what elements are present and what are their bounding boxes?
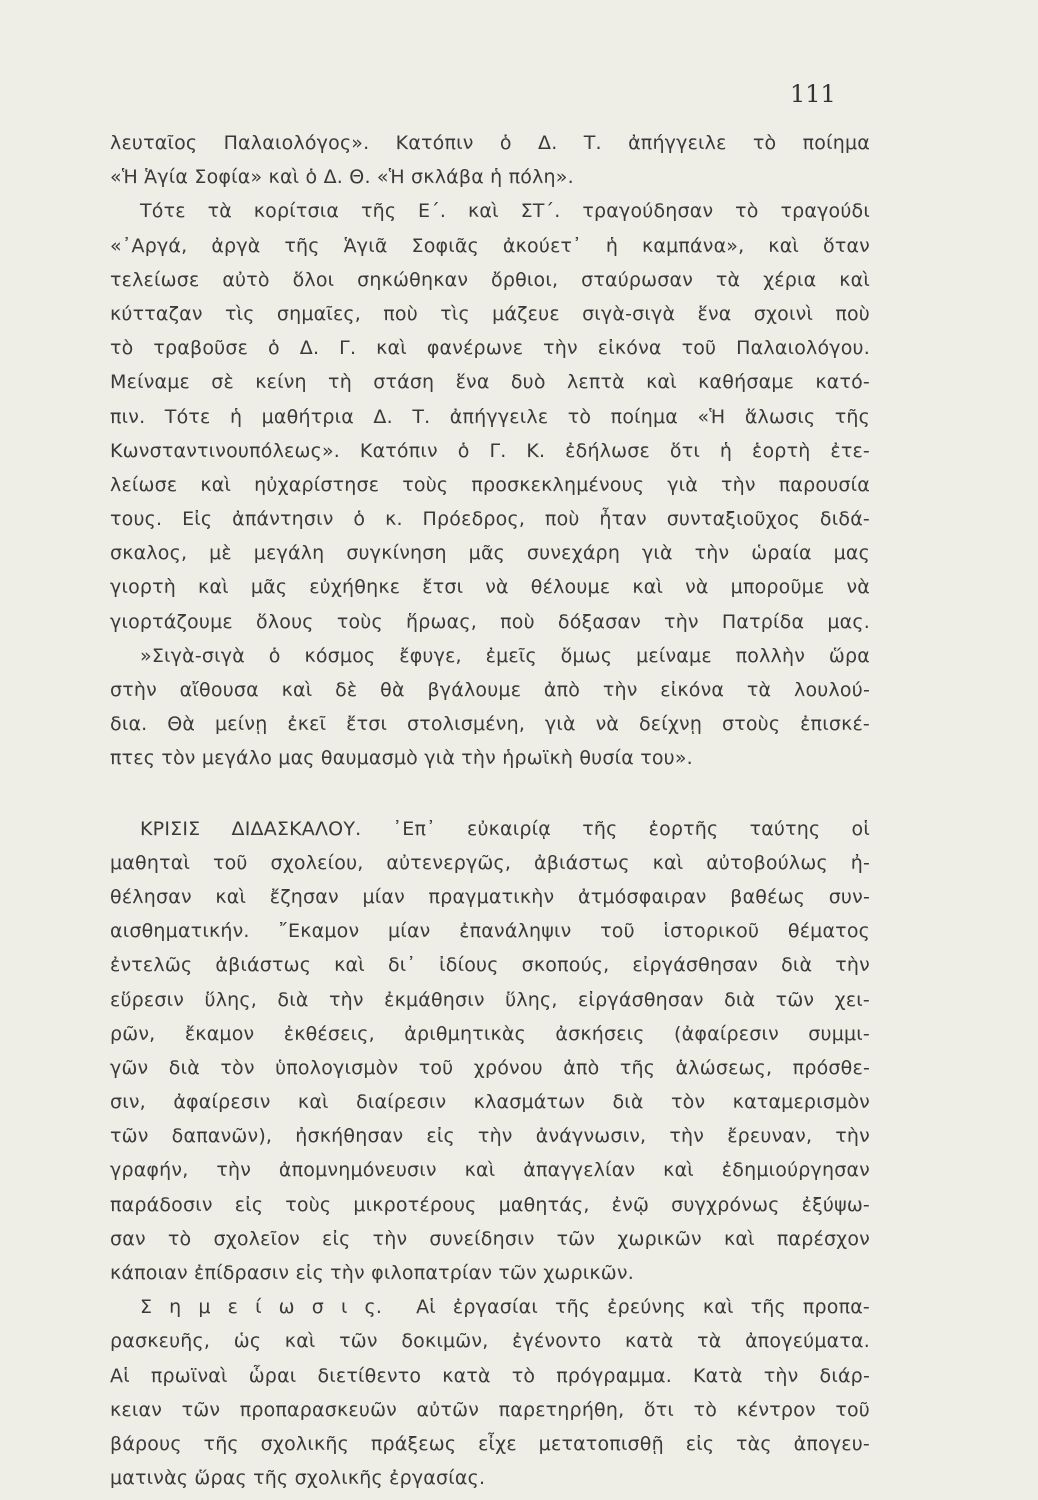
text-line: Αἱ πρωϊναὶ ὧραι διετίθεντο κατὰ τὸ πρόγραμμα. Κατὰ τὴν διάρ- <box>110 1364 870 1387</box>
text-line: κειαν τῶν προπαρασκευῶν αὐτῶν παρετηρήθη, ὅτι τὸ κέντρον τοῦ <box>110 1398 870 1421</box>
text-line: σαν τὸ σχολεῖον εἰς τὴν συνείδησιν τῶν χωρικῶν καὶ παρέσχον <box>110 1227 870 1250</box>
text-line: αισθηματικήν. ῎Εκαμον μίαν ἐπανάληψιν τοῦ ἱστορικοῦ θέματος <box>110 920 870 943</box>
text-line: Τότε τὰ κορίτσια τῆς Ε΄. καὶ ΣΤ΄. τραγούδησαν τὸ τραγούδι <box>140 200 870 223</box>
text-line: κύτταζαν τὶς σημαῖες, ποὺ τὶς μάζευε σιγὰ-σιγὰ ἕνα σχοινὶ ποὺ <box>110 302 870 325</box>
text-line: λευταῖος Παλαιολόγος». Κατόπιν ὁ Δ. Τ. ἀπήγγειλε τὸ ποίημα <box>110 132 870 154</box>
text-line: πιν. Τότε ἡ μαθήτρια Δ. Τ. ἀπήγγειλε τὸ ποίημα «Ἡ ἅλωσις τῆς <box>110 405 870 428</box>
text-line: σκαλος, μὲ μεγάλη συγκίνηση μᾶς συνεχάρη γιὰ τὴν ὡραία μας <box>110 542 870 565</box>
text-line: δια. Θὰ μείνῃ ἐκεῖ ἔτσι στολισμένη, γιὰ νὰ δείχνῃ στοὺς ἐπισκέ- <box>110 713 870 736</box>
text-line: ρῶν, ἔκαμον ἐκθέσεις, ἀριθμητικὰς ἀσκήσεις (ἀφαίρεσιν συμμι- <box>110 1022 870 1045</box>
text-line: »Σιγὰ-σιγὰ ὁ κόσμος ἔφυγε, ἐμεῖς ὅμως μείναμε πολλὴν ὥρα <box>140 644 870 667</box>
text-line: λείωσε καὶ ηὐχαρίστησε τοὺς προσκεκλημένους γιὰ τὴν παρουσία <box>110 473 870 496</box>
text-line: «Ἡ Ἁγία Σοφία» καὶ ὁ Δ. Θ. «Ἡ σκλάβα ἡ πόλη». <box>110 166 574 189</box>
text-line: τῶν δαπανῶν), ἠσκήθησαν εἰς τὴν ἀνάγνωσιν, τὴν ἔρευναν, τὴν <box>110 1125 870 1148</box>
text-line: Μείναμε σὲ κείνη τὴ στάση ἕνα δυὸ λεπτὰ καὶ καθήσαμε κατό- <box>110 371 870 394</box>
paragraph-gap <box>110 776 870 812</box>
text-line: στὴν αἴθουσα καὶ δὲ θὰ βγάλουμε ἀπὸ τὴν εἰκόνα τὰ λουλού- <box>110 679 870 701</box>
text-line: γιορτὴ καὶ μᾶς εὐχήθηκε ἔτσι νὰ θέλουμε καὶ νὰ μποροῦμε νὰ <box>110 576 870 599</box>
text-line: γῶν διὰ τὸν ὑπολογισμὸν τοῦ χρόνου ἀπὸ τῆς ἁλώσεως, πρόσθε- <box>110 1056 870 1079</box>
text-line: ΚΡΙΣΙΣ ΔΙΔΑΣΚΑΛΟΥ. ᾿Επ᾿ εὐκαιρίᾳ τῆς ἑορτῆς ταύτης οἱ <box>140 817 870 840</box>
text-line: «᾿Αργά, ἀργὰ τῆς Ἁγιᾶ Σοφιᾶς ἀκούετ᾿ ἡ καμπάνα», καὶ ὅταν <box>110 234 870 257</box>
text-line: εὕρεσιν ὕλης, διὰ τὴν ἐκμάθησιν ὕλης, εἰργάσθησαν διὰ τῶν χει- <box>110 988 870 1011</box>
text-line: κάποιαν ἐπίδρασιν εἰς τὴν φιλοπατρίαν τῶν χωρικῶν. <box>110 1262 634 1284</box>
text-line: ἐντελῶς ἀβιάστως καὶ δι᾿ ἰδίους σκοπούς, εἰργάσθησαν διὰ τὴν <box>110 954 870 977</box>
text-line: ρασκευῆς, ὡς καὶ τῶν δοκιμῶν, ἐγένοντο κατὰ τὰ ἀπογεύματα. <box>110 1330 870 1353</box>
text-line: γραφήν, τὴν ἀπομνημόνευσιν καὶ ἀπαγγελίαν καὶ ἐδημιούργησαν <box>110 1159 870 1182</box>
page-body-text <box>110 126 870 1495</box>
text-line: πτες τὸν μεγάλο μας θαυμασμὸ γιὰ τὴν ἡρωϊκὴ θυσία του». <box>110 747 693 770</box>
text-line: σιν, ἀφαίρεσιν καὶ διαίρεσιν κλασμάτων διὰ τὸν καταμερισμὸν <box>110 1091 870 1114</box>
text-line: μαθηταὶ τοῦ σχολείου, αὐτενεργῶς, ἀβιάστως καὶ αὐτοβούλως ἠ- <box>110 851 870 874</box>
text-line: τους. Εἰς ἀπάντησιν ὁ κ. Πρόεδρος, ποὺ ἦταν συνταξιοῦχος διδά- <box>110 508 870 531</box>
text-line: γιορτάζουμε ὅλους τοὺς ἥρωας, ποὺ δόξασαν τὴν Πατρίδα μας. <box>110 610 870 633</box>
text-line: θέλησαν καὶ ἔζησαν μίαν πραγματικὴν ἀτμόσφαιραν βαθέως συν- <box>110 885 870 908</box>
page-number: 111 <box>790 80 836 108</box>
text-line: τὸ τραβοῦσε ὁ Δ. Γ. καὶ φανέρωνε τὴν εἰκόνα τοῦ Παλαιολόγου. <box>110 337 870 360</box>
text-line: τελείωσε αὐτὸ ὅλοι σηκώθηκαν ὄρθιοι, σταύρωσαν τὰ χέρια καὶ <box>110 268 870 291</box>
text-line: παράδοσιν εἰς τοὺς μικροτέρους μαθητάς, ἐνῷ συγχρόνως ἐξύψω- <box>110 1193 870 1216</box>
text-line: βάρους τῆς σχολικῆς πράξεως εἶχε μετατοπισθῇ εἰς τὰς ἀπογευ- <box>110 1432 870 1455</box>
text-line: Σ η μ ε ί ω σ ι ς. Αἱ ἐργασίαι τῆς ἐρεύνης καὶ τῆς προπα- <box>140 1296 870 1319</box>
text-line: Κωνσταντινουπόλεως». Κατόπιν ὁ Γ. Κ. ἐδήλωσε ὅτι ἡ ἑορτὴ ἐτε- <box>110 439 870 462</box>
text-line: ματινὰς ὥρας τῆς σχολικῆς ἐργασίας. <box>110 1467 486 1490</box>
